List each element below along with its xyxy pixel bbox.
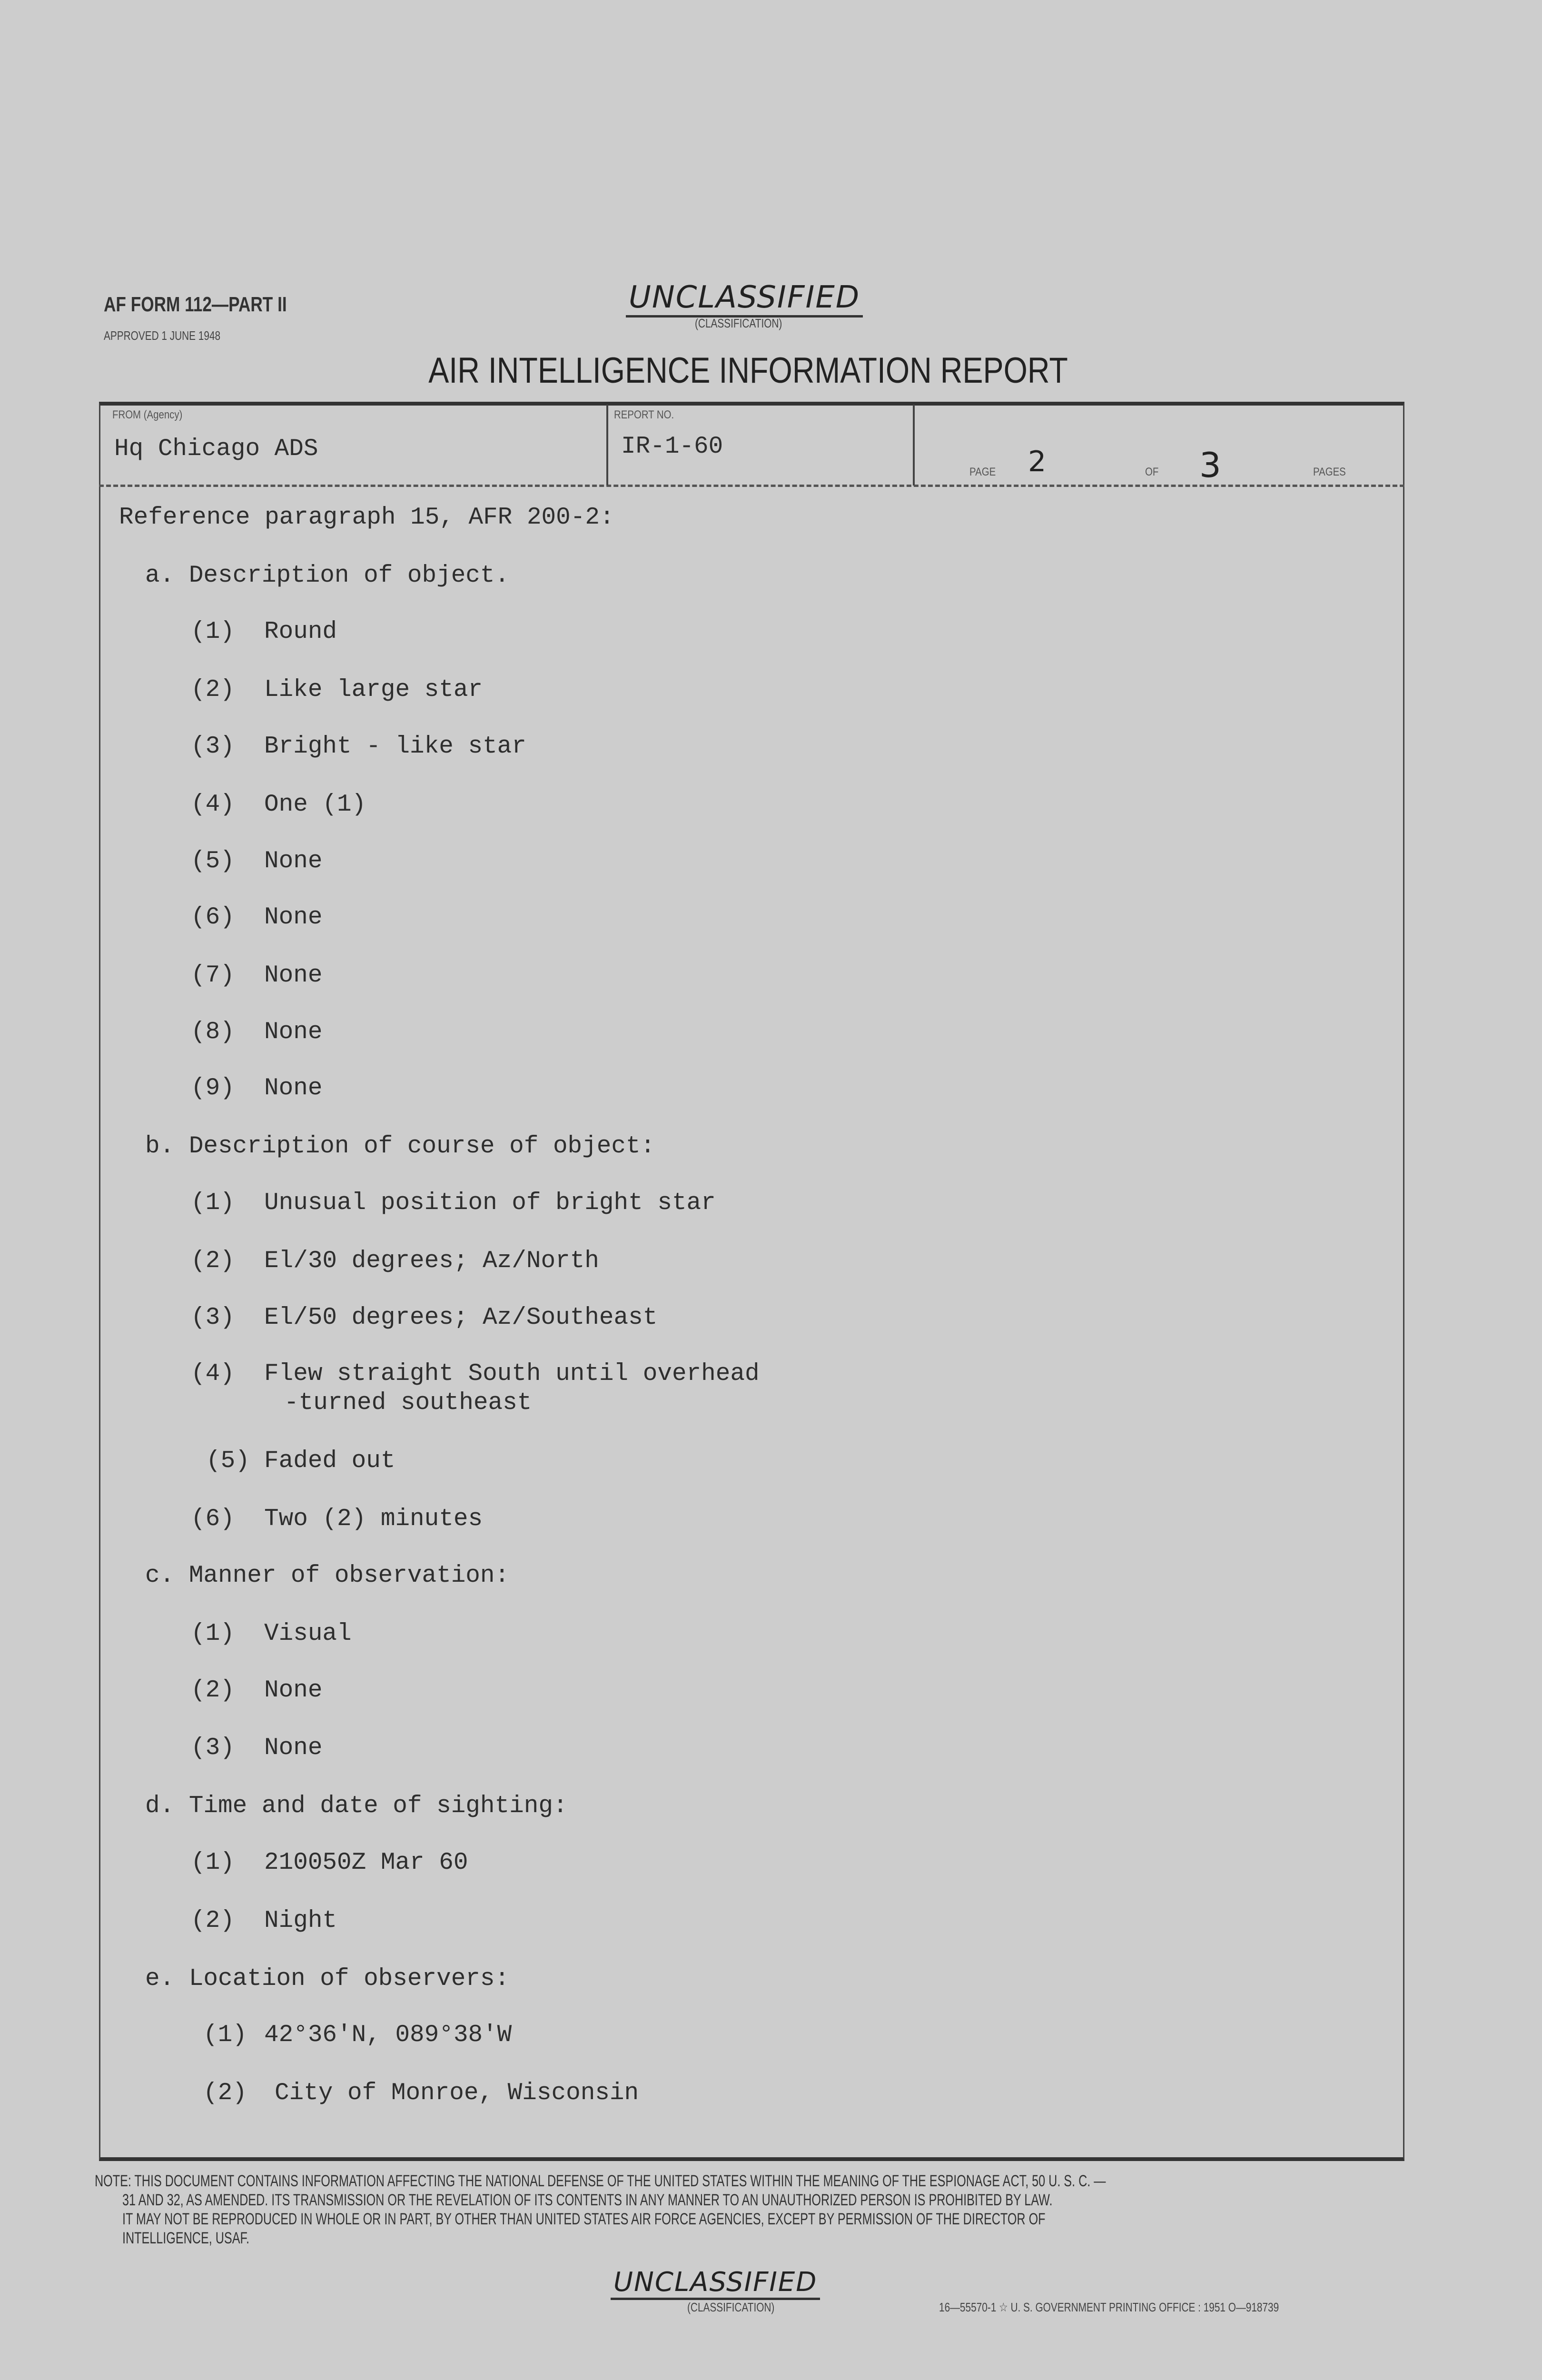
item-number: (2) <box>191 676 235 704</box>
reference-line: Reference paragraph 15, AFR 200-2: <box>119 504 614 531</box>
item-number: (1) <box>191 1190 235 1217</box>
item-text: Night <box>264 1907 337 1934</box>
item-text: Flew straight South until overhead <box>264 1360 760 1388</box>
item-number: (1) <box>191 618 235 645</box>
item-text: Unusual position of bright star <box>264 1190 716 1217</box>
column-divider <box>913 405 915 486</box>
item-number: (3) <box>191 1304 235 1331</box>
item-text: None <box>264 904 323 931</box>
item-text: Round <box>264 618 337 645</box>
item-text: 42°36'N, 089°38'W <box>264 2022 512 2049</box>
of-label: OF <box>1145 466 1159 478</box>
item-number: (6) <box>191 1506 235 1533</box>
page-label: PAGE <box>969 466 996 478</box>
classification-stamp-bottom: UNCLASSIFIED <box>611 2267 820 2300</box>
column-divider <box>606 405 608 486</box>
item-number: (4) <box>191 791 235 818</box>
item-text: Two (2) minutes <box>264 1506 483 1533</box>
item-text: El/50 degrees; Az/Southeast <box>264 1304 658 1331</box>
printing-office-line: 16—55570-1 ☆ U. S. GOVERNMENT PRINTING OFFICE : 1951 O—918739 <box>939 2300 1279 2314</box>
item-text: One (1) <box>264 791 366 818</box>
note-line: INTELLIGENCE, USAF. <box>122 2229 250 2247</box>
note-line: IT MAY NOT BE REPRODUCED IN WHOLE OR IN PART, BY OTHER THAN UNITED STATES AIR FORCE AGENCIES, EXCEPT BY PERMISSION OF THE DIRECTOR OF <box>122 2210 1046 2228</box>
from-value: Hq Chicago ADS <box>114 436 318 463</box>
item-number: (2) <box>191 1907 235 1934</box>
item-text: None <box>264 1075 323 1102</box>
section-b-heading: b. Description of course of object: <box>145 1133 655 1160</box>
form-number: AF FORM 112—PART II <box>104 293 287 316</box>
pages-label: PAGES <box>1313 466 1346 478</box>
page-value: 2 <box>1028 445 1047 478</box>
item-text: None <box>264 1019 323 1046</box>
item-number: (6) <box>191 904 235 931</box>
item-text: 210050Z Mar 60 <box>264 1849 468 1876</box>
item-text: Like large star <box>264 676 483 704</box>
item-number: (2) <box>203 2080 247 2107</box>
section-e-heading: e. Location of observers: <box>145 1965 510 1993</box>
of-value: 3 <box>1199 445 1221 485</box>
item-number: (4) <box>191 1360 235 1388</box>
item-number: (2) <box>191 1248 235 1275</box>
item-number: (3) <box>191 733 235 760</box>
item-text-continued: -turned southeast <box>284 1389 532 1417</box>
item-number: (5) <box>191 848 235 875</box>
item-text: Visual <box>264 1620 352 1647</box>
item-number: (5) <box>206 1448 250 1475</box>
report-no-label: REPORT NO. <box>614 408 674 421</box>
item-number: (1) <box>191 1620 235 1647</box>
item-text: Faded out <box>264 1448 395 1475</box>
item-text: Bright - like star <box>264 733 526 760</box>
note-line: 31 AND 32, AS AMENDED. ITS TRANSMISSION OR THE REVELATION OF ITS CONTENTS IN ANY MANNER TO AN UNAUTHORIZED PERSON IS PROHIBITED BY LAW. <box>122 2191 1053 2209</box>
section-d-heading: d. Time and date of sighting: <box>145 1793 568 1820</box>
report-form-box <box>99 402 1404 2161</box>
form-approved: APPROVED 1 JUNE 1948 <box>104 328 221 343</box>
classification-caption-top: (CLASSIFICATION) <box>695 316 782 330</box>
item-number: (1) <box>203 2022 247 2049</box>
section-a-heading: a. Description of object. <box>145 562 510 589</box>
item-number: (3) <box>191 1735 235 1762</box>
item-number: (9) <box>191 1075 235 1102</box>
item-number: (8) <box>191 1019 235 1046</box>
item-text: None <box>264 848 323 875</box>
from-label: FROM (Agency) <box>112 408 183 421</box>
item-text: None <box>264 1735 323 1762</box>
item-text: None <box>264 962 323 989</box>
item-number: (2) <box>191 1677 235 1704</box>
note-line: NOTE: THIS DOCUMENT CONTAINS INFORMATION AFFECTING THE NATIONAL DEFENSE OF THE UNITED STATES WITHIN THE MEANING OF THE ESPIONAGE ACT, 50 U. S. C. — <box>95 2172 1106 2190</box>
classification-caption-bottom: (CLASSIFICATION) <box>687 2300 775 2314</box>
item-text: None <box>264 1677 323 1704</box>
section-c-heading: c. Manner of observation: <box>145 1562 510 1589</box>
item-text: City of Monroe, Wisconsin <box>275 2080 639 2107</box>
classification-stamp-top: UNCLASSIFIED <box>626 280 863 317</box>
item-number: (1) <box>191 1849 235 1876</box>
report-no-value: IR-1-60 <box>621 433 723 460</box>
page-title: AIR INTELLIGENCE INFORMATION REPORT <box>428 350 1068 391</box>
item-number: (7) <box>191 962 235 989</box>
item-text: El/30 degrees; Az/North <box>264 1248 599 1275</box>
